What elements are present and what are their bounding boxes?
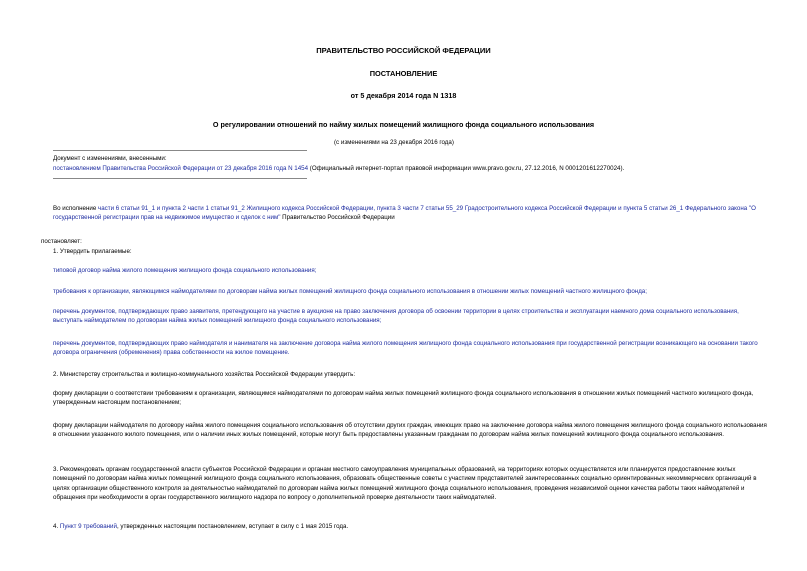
changes-top-rule: [53, 150, 307, 151]
clause-2: 2. Министерству строительства и жилищно-коммунального хозяйства Российской Федерации утвердить:: [53, 371, 356, 378]
clause-3: 3. Рекомендовать органам государственной власти субъектов Российской Федерации и органам местного самоуправления муниципальных образований, на территориях которых осуществляется или планируется предоставление жилых помещений по договорам найма жилых помещений жилищного фонда социального использования, образовать общественные советы с участием представителей заинтересованных социально ориентированных некоммерческих организаций в целях организации общественного контроля за деятельностью наймодателей по договорам найма жилых помещений жилищного фонда социального использования, проведения независимой оценки качества работы таких наймодателей и обращения при необходимости в орган государственного жилищного надзора по вопросу о дополнительной проверке деятельности таких наймодателей.: [53, 466, 757, 502]
approved-item-documents-auction[interactable]: перечень документов, подтверждающих право заявителя, претендующего на участие в аукционе на право заключения договора об освоении территории в целях строительства и эксплуатации наемного дома социального использования, выступать наймодателем по договорам найма жилых помещений жилищного фонда социального использования;: [53, 308, 739, 325]
clause-2-declaration-form: форму декларации о соответствии требованиям к организации, являющимся наймодателями по договорам найма жилых помещений жилищного фонда социального использования в отношении жилых помещений частного жилищного фонда, утвержденным настоящим постановлением;: [53, 390, 754, 407]
amendment-note: (с изменениями на 23 декабря 2016 года): [334, 139, 454, 146]
preamble-lead: Во исполнение: [53, 205, 98, 212]
clause-2-landlord-declaration-form: форму декларации наймодателя по договору найма жилого помещения социального использования об отсутствии других граждан, имеющих право на заключение договора найма жилого помещения жилищного фонда социального использования в отношении указанного жилого помещения, или о наличии иных жилых помещений, которые могут быть предоставлены указанным гражданам по договорам найма жилых помещений жилищного фонда социального использования.: [53, 422, 767, 439]
approved-item-model-contract[interactable]: типовой договор найма жилого помещения жилищного фонда социального использования;: [53, 267, 317, 274]
preamble: [53, 204, 767, 223]
changes-source: (Официальный интернет-портал правовой информации www.pravo.gov.ru, 27.12.2016, N 0001201612270024).: [308, 165, 625, 172]
decides-label: постановляет:: [41, 238, 82, 245]
changes-bottom-rule: [53, 178, 307, 179]
changes-line: [53, 164, 624, 173]
clause-1: 1. Утвердить прилагаемые:: [53, 248, 132, 255]
approved-item-requirements[interactable]: требования к организации, являющимся наймодателями по договорам найма жилых помещений жилищного фонда социального использования в отношении жилых помещений частного жилищного фонда;: [53, 288, 647, 295]
document-date: от 5 декабря 2014 года N 1318: [350, 91, 457, 100]
document-title: О регулировании отношений по найму жилых помещений жилищного фонда социального использования: [212, 120, 595, 129]
clause-4-tail: , утвержденных настоящим постановлением, вступает в силу с 1 мая 2015 года.: [116, 523, 349, 530]
government-name: ПРАВИТЕЛЬСТВО РОССИЙСКОЙ ФЕДЕРАЦИИ: [316, 46, 491, 55]
changes-label: Документ с изменениями, внесенными:: [53, 155, 167, 162]
clause-9-link[interactable]: Пункт 9 требований: [59, 523, 117, 530]
preamble-tail: Правительство Российской Федерации: [280, 214, 395, 222]
document-type: ПОСТАНОВЛЕНИЕ: [369, 69, 438, 78]
legal-basis-link[interactable]: части 6 статьи 91_1 и пункта 2 части 1 статьи 91_2 Жилищного кодекса Российской Федерации, пункта 3 части 7 статьи 55_29 Градостроительного кодекса Российской Федерации и пункта 5 статьи 26_1 Федерального закона "О государственной регистрации прав на недвижимое имущество и сделок с ним": [53, 205, 756, 222]
approved-item-documents-registration[interactable]: перечень документов, подтверждающих право наймодателя и нанимателя на заключение договора найма жилого помещения жилищного фонда социального использования при государственной регистрации возникающего на основании такого договора ограничения (обременения) права собственности на жилое помещение.: [53, 340, 758, 357]
clause-4: [53, 522, 348, 531]
amending-act-link[interactable]: постановлением Правительства Российской Федерации от 23 декабря 2016 года N 1454: [53, 165, 309, 172]
clause-4-number: 4.: [53, 523, 60, 530]
